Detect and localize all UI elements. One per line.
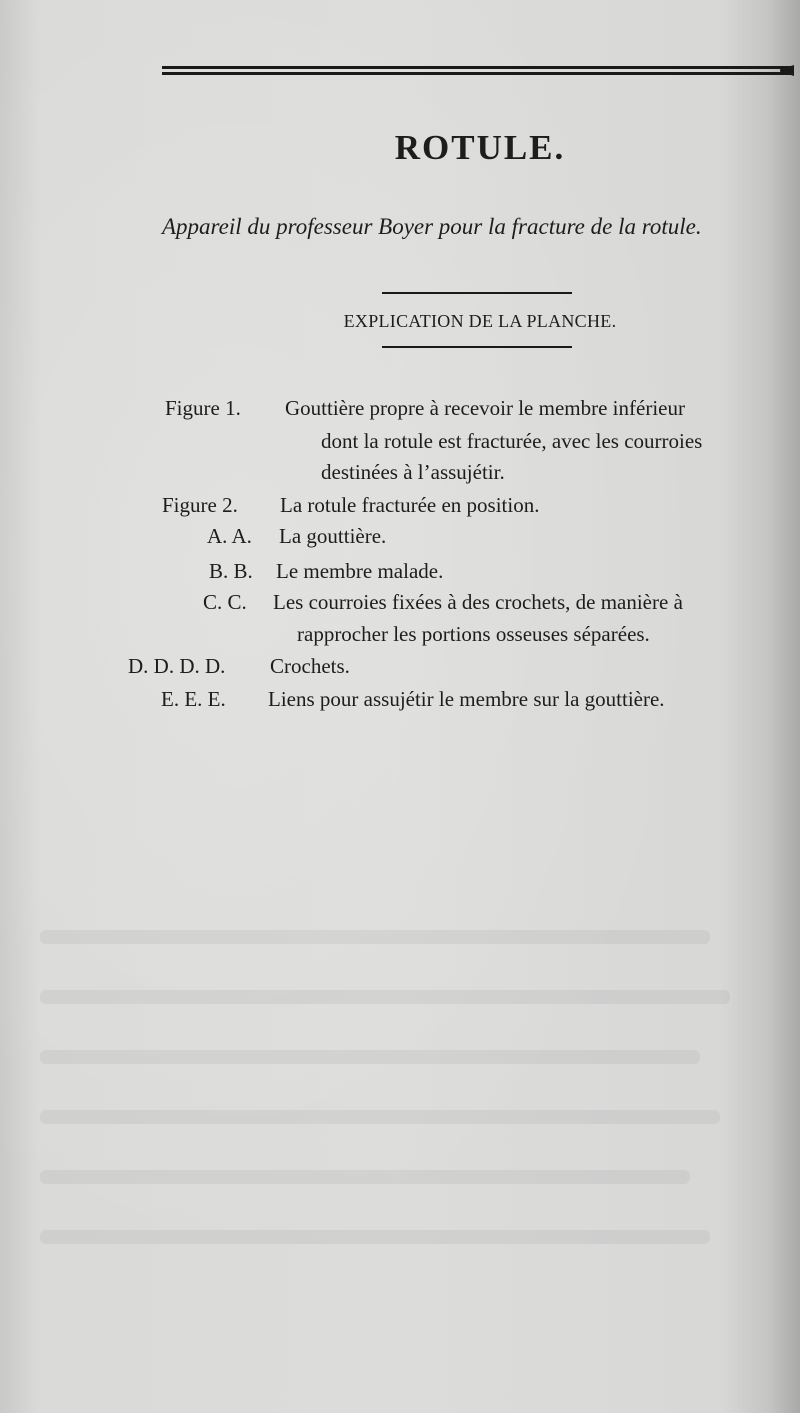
entry-line: rapprocher les portions osseuses séparées. (297, 622, 650, 646)
entry-label: D. D. D. D. (128, 654, 226, 678)
entry-line: destinées à l’assujétir. (321, 460, 505, 484)
heading-rule-top (382, 292, 572, 294)
entry-line: La rotule fracturée en position. (280, 493, 540, 517)
entry-line: La gouttière. (279, 524, 387, 548)
bleed-through-texture (40, 1110, 720, 1124)
bleed-through-texture (40, 1170, 690, 1184)
entry-line: Le membre malade. (276, 559, 444, 583)
entry-label: A. A. (207, 524, 252, 548)
entry-label: C. C. (203, 590, 247, 614)
entry-line: Gouttière propre à recevoir le membre inférieur (285, 396, 685, 420)
section-heading: EXPLICATION DE LA PLANCHE. (343, 311, 617, 331)
heading-rule-bottom (382, 346, 572, 348)
entry-line: Liens pour assujétir le membre sur la gouttière. (268, 687, 665, 711)
bleed-through-texture (40, 990, 730, 1004)
top-double-rule (162, 66, 792, 78)
entry-line: Les courroies fixées à des crochets, de manière à (273, 590, 683, 614)
page-subtitle: Appareil du professeur Boyer pour la fracture de la rotule. (162, 214, 702, 239)
entry-label: Figure 1. (165, 396, 241, 420)
bleed-through-texture (40, 930, 710, 944)
entry-label: B. B. (209, 559, 253, 583)
bleed-through-texture (40, 1050, 700, 1064)
entry-line: dont la rotule est fracturée, avec les courroies (321, 429, 703, 453)
entry-label: Figure 2. (162, 493, 238, 517)
entry-line: Crochets. (270, 654, 350, 678)
entry-label: E. E. E. (161, 687, 226, 711)
page-title: ROTULE. (394, 128, 566, 167)
bleed-through-texture (40, 1230, 710, 1244)
